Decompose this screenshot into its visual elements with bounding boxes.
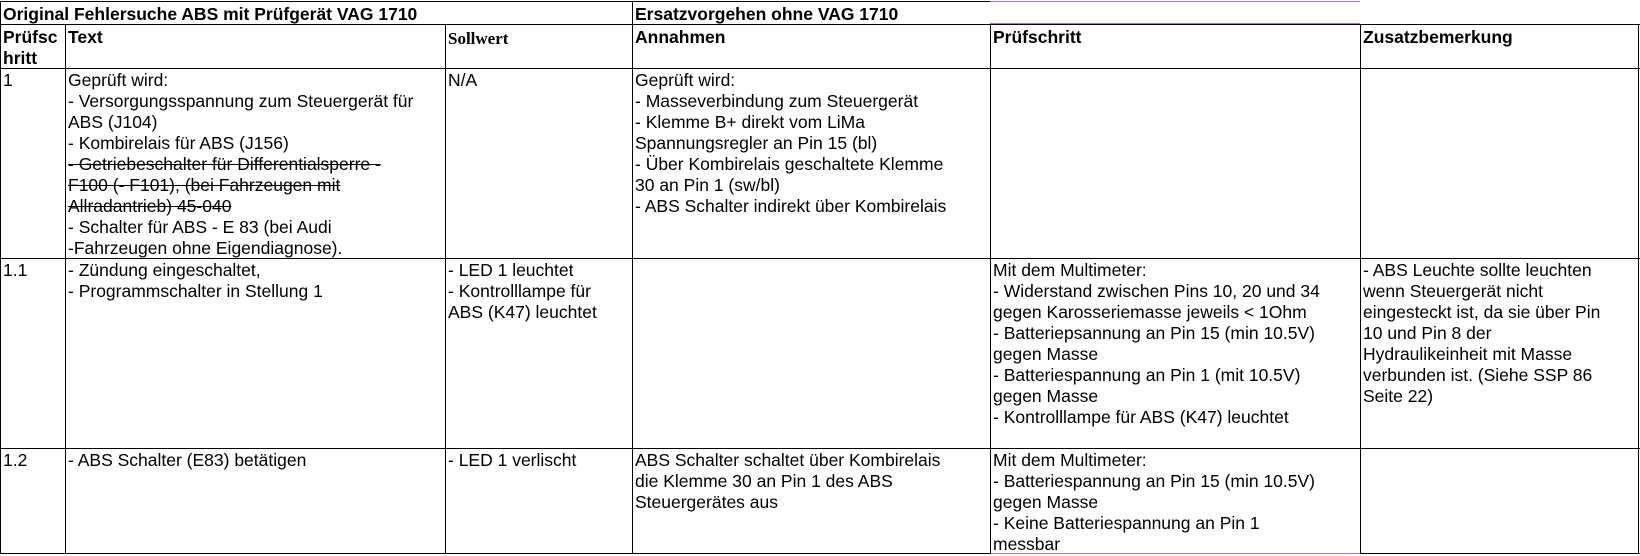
row-1-2-text: - ABS Schalter (E83) betätigen (68, 450, 307, 470)
struck-text: Allradantrieb) 45-040 (68, 196, 232, 216)
row-1-step: 1 (3, 70, 13, 90)
row-1-2-step: 1.2 (3, 450, 28, 470)
row-1-2-annahmen: ABS Schalter schaltet über Kombirelais die Klemme 30 an Pin 1 des ABS Steuergerätes aus (635, 450, 941, 512)
struck-text: - Getriebeschalter für Differentialsperre - (68, 154, 381, 174)
column-header-step: Prüfsc hritt (3, 27, 58, 68)
grid-line (990, 1, 1360, 2)
column-header-sollwert: Sollwert (448, 29, 509, 48)
column-header-text: Text (68, 27, 103, 47)
column-header-annahmen: Annahmen (635, 27, 726, 47)
column-header-zusatz: Zusatzbemerkung (1363, 27, 1513, 47)
row-1-1-text: - Zündung eingeschaltet, - Programmschalter in Stellung 1 (68, 260, 323, 301)
column-header-pruefschritt: Prüfschritt (993, 27, 1082, 47)
original-section-title: Original Fehlersuche ABS mit Prüfgerät VAG 1710 (3, 4, 418, 24)
row-1-1-step: 1.1 (3, 260, 28, 280)
row-1-sollwert: N/A (448, 70, 478, 90)
alt-section-title: Ersatzvorgehen ohne VAG 1710 (635, 4, 899, 24)
grid-line (0, 68, 1640, 69)
struck-text: F100 (- F101), (bei Fahrzeugen mit (68, 175, 341, 195)
row-1-2-sollwert: - LED 1 verlischt (448, 450, 577, 470)
row-1-1-sollwert: - LED 1 leuchtet - Kontrolllampe für ABS (K47) leuchtet (448, 260, 597, 322)
grid-line (1360, 553, 1640, 554)
row-1-2-pruefschritt: Mit dem Multimeter: - Batteriespannung an Pin 15 (min 10.5V) gegen Masse - Keine Batteriespannung an Pin 1 messbar (993, 450, 1315, 554)
grid-line (0, 448, 1640, 449)
row-1-1-pruefschritt: Mit dem Multimeter: - Widerstand zwischen Pins 10, 20 und 34 gegen Karosseriemasse jeweils < 1Ohm - Batteriepsannung an Pin 15 (min 10.5V) gegen Masse - Batteriespannung an Pin 1 (mit 10.5V) gegen Masse - Kontrolllampe für ABS (K47) leuchtet (993, 260, 1320, 427)
grid-line (0, 553, 990, 554)
grid-line (0, 1, 990, 2)
row-1-1-zusatz: - ABS Leuchte sollte leuchten wenn Steuergerät nicht eingesteckt ist, da sie über Pin 10 und Pin 8 der Hydraulikeinheit mit Masse verbunden ist. (Siehe SSP 86 Seite 22) (1363, 260, 1601, 406)
row-1-text: Geprüft wird: - Versorgungsspannung zum Steuergerät für ABS (J104) - Kombirelais für ABS (J156) - Getriebeschalter für Differentialsperre - F100 (- F101), (bei Fahrzeugen mit Allradantrieb) 45-040 - Schalter für ABS - E 83 (bei Audi -Fahrzeugen ohne Eigendiagnose). (68, 70, 414, 258)
row-1-annahmen: Geprüft wird: - Masseverbindung zum Steuergerät - Klemme B+ direkt vom LiMa Spannungsregler an Pin 15 (bl) - Über Kombirelais geschaltete Klemme 30 an Pin 1 (sw/bl) - ABS Schalter indirekt über Kombirelais (635, 70, 947, 216)
